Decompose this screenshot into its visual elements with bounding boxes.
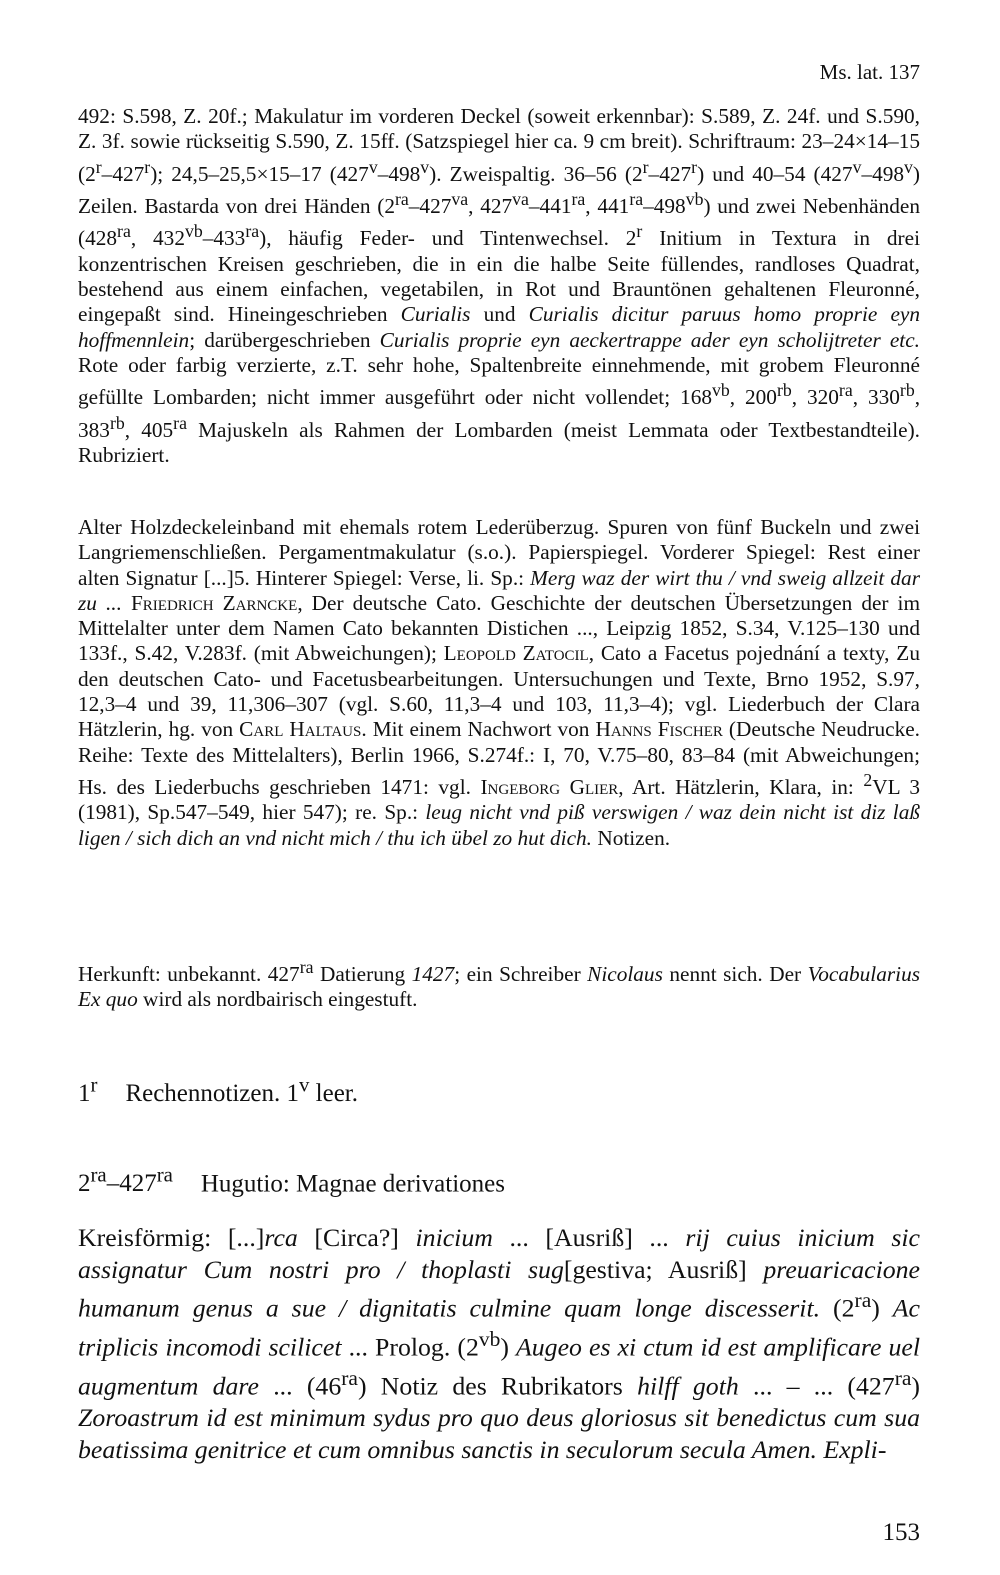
section-title: Rechennotizen. 1$^v$ leer. — [125, 1073, 359, 1108]
incipit-paragraph: Kreisförmig: [...]rca [Circa?] inicium ... [Ausriß] ... rij cuius inicium sic assignatur Cum nostri pro / thoplasti sug[gestiva; Ausriß] preuaricacione humanum genus a sue / dignitatis culmine quam longe discesserit. $(2^{ra})$ Ac triplicis incomodi scilicet ... Prolog. $(2^{vb})$ Augeo es xi ctum id est amplificare uel augmentum dare ... $(46^{ra})$ Notiz des Rubrikators hilff goth ... – ... $(427^{ra})$ Zoroastrum id est minimum sydus pro quo deus gloriosus sit benedictus cum sua beatissima genitrice et cum omnibus sanctis in seculorum secula Amen. Expli- — [78, 1223, 920, 1464]
page-number: 153 — [882, 1519, 920, 1546]
section-heading-hugutio — [78, 1163, 505, 1198]
author-name: Leopold Zatocil — [443, 641, 589, 666]
codicology-paragraph: 492: S.598, Z. 20f.; Makulatur im vorderen Deckel (soweit erkennbar): S.589, Z. 24f. und S.590, Z. 3f. sowie rückseitig S.590, Z. 15ff. (Satzspiegel hier ca. 9 cm breit). Schriftraum: 23–24×14–15 (2$^r$–427$^r$); 24,5–25,5×15–17 (427$^v$–498$^v$). Zweispaltig. 36–56 (2$^r$–427$^r$) und 40–54 (427$^v$–498$^v$) Zeilen. Bastarda von drei Händen ($2^{ra}-427^{va}$, $427^{va}-441^{ra}$, $441^{ra}-498^{vb}$) und zwei Nebenhänden ($428^{ra}$, $432^{vb}-433^{ra}$), häufig Feder- und Tintenwechsel. 2$^r$ Initium in Textura in drei konzentrischen Kreisen geschrieben, die in ein die halbe Seite füllendes, randloses Quadrat, bestehend aus einem einfachen, vegetabilen, in Rot und Brauntönen gehaltenen Fleuronné, eingepaßt sind. Hineingeschrieben Curialis und Curialis dicitur paruus homo proprie eyn hoffmennlein; darübergeschrieben Curialis proprie eyn aeckertrappe ader eyn scholijtreter etc. Rote oder farbig verzierte, z.T. sehr hohe, Spaltenbreite einnehmende, mit grobem Fleuronné gefüllte Lombarden; nicht immer ausgeführt oder nicht vollendet; $168^{vb}$, $200^{rb}$, $320^{ra}$, $330^{rb}$, $383^{rb}$, $405^{ra}$ Majuskeln als Rahmen der Lombarden (meist Lemmata oder Textbestandteile). Rubriziert. — [78, 104, 921, 468]
folio-range: $2^{ra}-427^{ra}$ — [78, 1163, 173, 1198]
author-name: Ingeborg Glier — [480, 775, 619, 800]
editor-name: Hanns Fischer — [595, 717, 723, 742]
provenance-paragraph: Herkunft: unbekannt. $427^{ra}$ Datierung 1427; ein Schreiber Nicolaus nennt sich. Der Vocabularius Ex quo wird als nordbairisch eingestuft. — [78, 957, 921, 1012]
section-title: Hugutio: Magnae derivationes — [200, 1170, 505, 1198]
binding-paragraph: Alter Holzdeckeleinband mit ehemals rotem Lederüberzug. Spuren von fünf Buckeln und zwei Langriemenschließen. Pergamentmakulatur (s.o.). Papierspiegel. Vorderer Spiegel: Rest einer alten Signatur [...]5. Hinterer Spiegel: Verse, li. Sp.: Merg waz der wirt thu / vnd sweig allzeit dar zu ... Friedrich Zarncke, Der deutsche Cato. Geschichte der deutschen Übersetzungen der im Mittelalter unter dem Namen Cato bekannten Distichen ..., Leipzig 1852, S.34, V.125–130 und 133f., S.42, V.283f. (mit Abweichungen); Leopold Zatocil, Cato a Facetus pojednání a texty, Zu den deutschen Cato- und Facetusbearbeitungen. Untersuchungen und Texte, Brno 1952, S.97, 12,3–4 und 39, 11,306–307 (vgl. S.60, 11,3–4 und 103, 11,3–4); vgl. Liederbuch der Clara Hätzlerin, hg. von Carl Haltaus. Mit einem Nachwort von Hanns Fischer (Deutsche Neudrucke. Reihe: Texte des Mittelalters), Berlin 1966, S.274f.: I, 70, V.75–80, 83–84 (mit Abweichungen; Hs. des Liederbuchs geschrieben 1471: vgl. Ingeborg Glier, Art. Hätzlerin, Klara, in: $^2$VL 3 (1981), Sp.547–549, hier 547); re. Sp.: leug nicht vnd piß verswigen / waz dein nicht ist diz laß ligen / sich dich an vnd nicht mich / thu ich übel zo hut dich. Notizen. — [78, 515, 921, 850]
folio-ref: 1$^r$ — [78, 1073, 98, 1108]
section-heading-rechennotizen — [78, 1073, 358, 1108]
running-head: Ms. lat. 137 — [819, 60, 920, 84]
editor-name: Carl Haltaus — [239, 717, 362, 742]
author-name: Friedrich Zarncke — [130, 590, 298, 615]
